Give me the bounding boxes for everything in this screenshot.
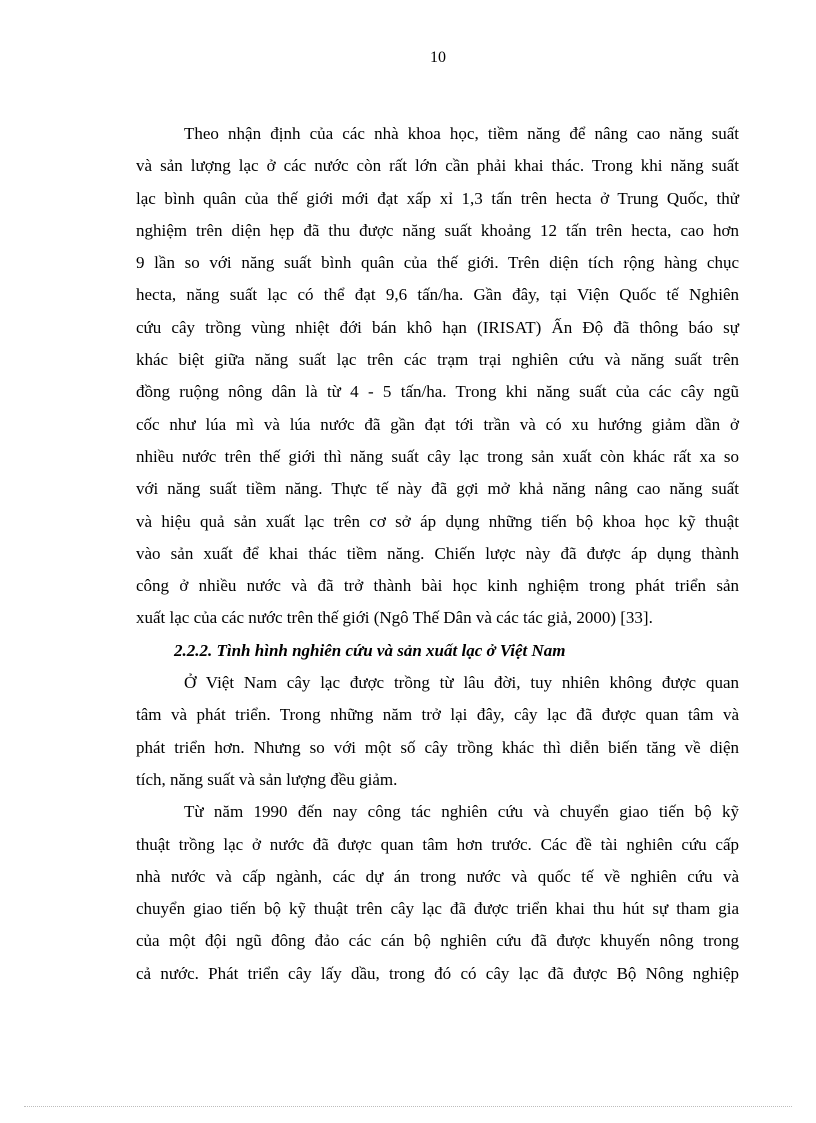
text-line: Từ năm 1990 đến nay công tác nghiên cứu và chuyển giao tiến bộ kỹ [184, 802, 739, 822]
text-line: Theo nhận định của các nhà khoa học, tiềm năng để nâng cao năng suất [184, 124, 739, 143]
text-line: cứu cây trồng vùng nhiệt đới bán khô hạn (IRISAT) Ấn Độ đã thông báo sự [136, 317, 739, 337]
text-line: tâm và phát triển. Trong những năm trở lại đây, cây lạc đã được quan tâm và [136, 705, 739, 725]
text-line: phát triển hơn. Nhưng so với một số cây trồng khác thì diễn biến tăng về diện [136, 737, 739, 757]
text-line: xuất lạc của các nước trên thế giới (Ngô Thế Dân và các tác giả, 2000) [33]. [136, 608, 653, 628]
text-line: hecta, năng suất lạc có thể đạt 9,6 tấn/ha. Gần đây, tại Viện Quốc tế Nghiên [136, 285, 739, 305]
text-line: cốc như lúa mì và lúa nước đã gần đạt tới trần và có xu hướng giảm dần ở [136, 414, 739, 434]
paragraph-research-since-1990 [136, 796, 739, 990]
text-line: vào sản xuất để khai thác tiềm năng. Chiến lược này đã được áp dụng thành [136, 543, 739, 563]
text-line: và sản lượng lạc ở các nước còn rất lớn cần phải khai thác. Trong khi năng suất [136, 156, 739, 176]
text-line: nghiệm trên diện hẹp đã thu được năng suất khoảng 12 tấn trên hecta, cao hơn [136, 220, 739, 240]
text-line: của một đội ngũ đông đảo các cán bộ nghiên cứu đã được khuyến nông trong [136, 931, 739, 951]
text-line: khác biệt giữa năng suất lạc trên các trạm trại nghiên cứu và năng suất trên [136, 350, 739, 370]
page-bottom-rule [24, 1106, 792, 1107]
paragraph-vietnam-intro [136, 667, 739, 796]
text-line: và hiệu quả sản xuất lạc trên cơ sở áp dụng những tiến bộ khoa học kỹ thuật [136, 511, 739, 531]
text-line: nhiều nước trên thế giới thì năng suất cây lạc trong sản xuất còn khác rất xa so [136, 446, 739, 466]
page-number: 10 [430, 49, 446, 66]
text-line: cả nước. Phát triển cây lấy dầu, trong đó có cây lạc đã được Bộ Nông nghiệp [136, 963, 739, 983]
text-line: công ở nhiều nước và đã trở thành bài học kinh nghiệm trong phát triển sản [136, 576, 739, 596]
text-line: Ở Việt Nam cây lạc được trồng từ lâu đời, tuy nhiên không được quan [184, 673, 739, 693]
section-heading: 2.2.2. Tình hình nghiên cứu và sản xuất lạc ở Việt Nam [174, 640, 566, 660]
text-line: thuật trồng lạc ở nước đã được quan tâm hơn trước. Các đề tài nghiên cứu cấp [136, 834, 739, 854]
text-line: nhà nước và cấp ngành, các dự án trong nước và quốc tế về nghiên cứu và [136, 866, 739, 886]
body-text [136, 118, 739, 990]
text-line: 9 lần so với năng suất bình quân của thế giới. Trên diện tích rộng hàng chục [136, 253, 739, 273]
text-line: đồng ruộng nông dân là từ 4 - 5 tấn/ha. Trong khi năng suất của các cây ngũ [136, 382, 739, 402]
text-line: với năng suất tiềm năng. Thực tế này đã gợi mở khả năng nâng cao năng suất [136, 479, 739, 499]
text-line: chuyển giao tiến bộ kỹ thuật trên cây lạc đã được triển khai thu hút sự tham gia [136, 899, 739, 919]
paragraph-world-potential [136, 118, 739, 635]
text-line: lạc bình quân của thế giới mới đạt xấp xỉ 1,3 tấn trên hecta ở Trung Quốc, thử [136, 188, 739, 208]
text-line: tích, năng suất và sản lượng đều giảm. [136, 769, 398, 789]
